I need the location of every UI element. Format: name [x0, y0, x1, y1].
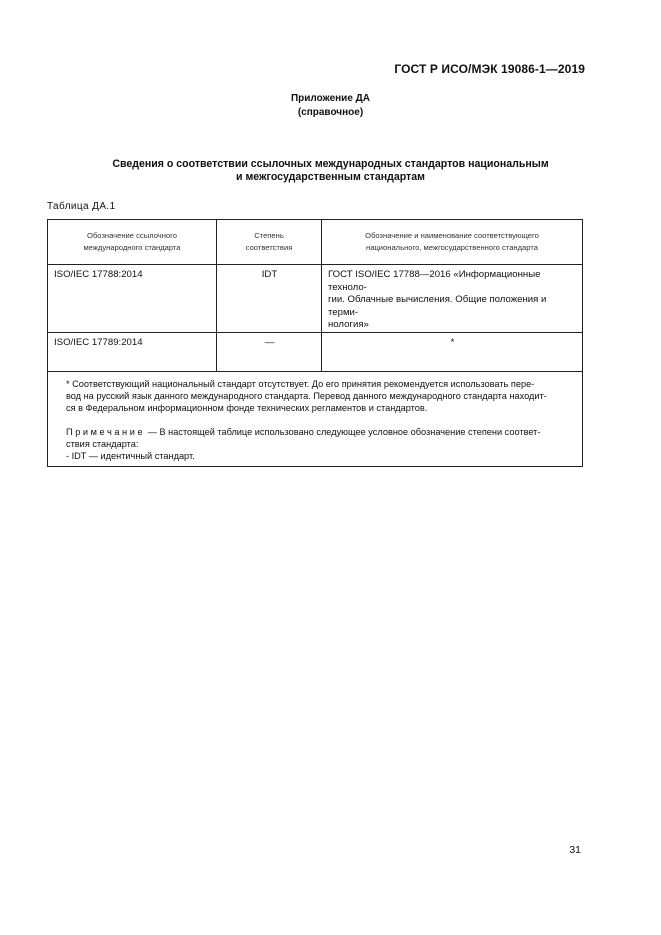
header-col3-line1: Обозначение и наименование соответствующего	[365, 231, 539, 240]
footnote-line2: вод на русский язык данного международного стандарта. Перевод данного международного стандарта находит-	[66, 390, 547, 401]
header-degree	[217, 220, 322, 265]
header-reference-standard	[48, 220, 217, 265]
header-col2-line2: соответствия	[245, 243, 293, 252]
section-title	[0, 158, 661, 184]
note-line1: — В настоящей таблице использовано следующее условное обозначение степени соответ-	[145, 426, 541, 437]
header-col1-line1: Обозначение ссылочного	[87, 231, 177, 240]
header-national-standard	[322, 220, 583, 265]
page-number: 31	[569, 844, 581, 856]
table-notes-row	[48, 371, 583, 466]
cell-national	[322, 265, 583, 333]
table-row	[48, 265, 583, 333]
cell-degree: —	[217, 332, 322, 371]
cell-national-line1: ГОСТ ISO/IEC 17788—2016 «Информационные техноло-	[328, 269, 541, 293]
table-row	[48, 332, 583, 371]
annex-title: Приложение ДА	[290, 93, 371, 104]
table-caption: Таблица ДА.1	[47, 201, 116, 212]
section-title-line1: Сведения о соответствии ссылочных международных стандартов национальным	[112, 158, 549, 170]
footnote-line3: ся в Федеральном информационном фонде технических регламентов и стандартов.	[66, 402, 428, 413]
header-col2-line1: Степень	[254, 231, 284, 240]
footnote-line1: * Соответствующий национальный стандарт отсутствует. До его принятия рекомендуется использовать пере-	[66, 378, 535, 389]
cell-national: *	[322, 332, 583, 371]
correspondence-table	[47, 219, 583, 467]
table-header-row	[48, 220, 583, 265]
cell-national-line3: нология»	[328, 319, 369, 330]
header-col1-line2: международного стандарта	[83, 243, 181, 252]
footnote	[66, 378, 576, 414]
annex-heading	[0, 92, 661, 120]
table-notes	[48, 371, 583, 466]
document-code: ГОСТ Р ИСО/МЭК 19086-1—2019	[394, 62, 585, 76]
header-col3-line2: национального, межгосударственного стандарта	[366, 243, 538, 252]
cell-national-line2: гии. Облачные вычисления. Общие положения и терми-	[328, 294, 547, 318]
table-note	[66, 426, 576, 462]
cell-reference: ISO/IEC 17788:2014	[48, 265, 217, 333]
cell-degree: IDT	[217, 265, 322, 333]
note-line2: ствия стандарта:	[66, 438, 139, 449]
section-title-line2: и межгосударственным стандартам	[236, 171, 425, 183]
cell-reference: ISO/IEC 17789:2014	[48, 332, 217, 371]
annex-subtitle: (справочное)	[297, 107, 364, 118]
note-line3: - IDT — идентичный стандарт.	[66, 450, 195, 461]
note-label: Примечание	[66, 426, 146, 437]
